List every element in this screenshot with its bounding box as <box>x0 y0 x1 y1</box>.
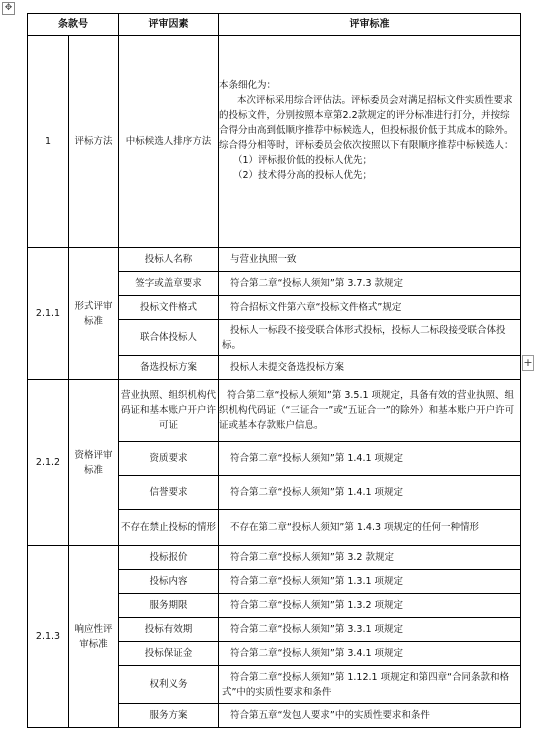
criteria-cell: 投标人未提交备选投标方案 <box>219 356 521 380</box>
criteria-cell: 投标人一标段不接受联合体形式投标，投标人二标段接受联合体投标。 <box>219 320 521 356</box>
criteria-cell: 符合第二章“投标人须知”第 1.3.1 项规定 <box>219 570 521 594</box>
criteria-cell: 与营业执照一致 <box>219 248 521 272</box>
clause-number: 2.1.1 <box>28 248 69 380</box>
criteria-cell: 符合第二章“投标人须知”第 1.4.1 项规定 <box>219 476 521 510</box>
criteria-cell: 符合第二章“投标人须知”第 1.12.1 项规定和第四章“合同条款和格式”中的实质性要求和条件 <box>219 666 521 704</box>
criteria-body: 本次评标采用综合评估法。评标委员会对满足招标文件实质性要求的投标文件，分别按照本章第2.2款规定的评分标准进行打分，并按综合得分由高到低顺序推荐中标候选人，但投标报价低于其成本的除外。综合得分相等时，评标委员会依次按照以下有限顺序推荐中标候选人： <box>219 95 514 151</box>
table-header-row <box>28 14 521 36</box>
criteria-cell: 符合第二章“投标人须知”第 3.5.1 项规定，具备有效的营业执照、组织机构代码证（“三证合一”或“五证合一”的除外）和基本账户开户许可证或基本存款账户信息。 <box>219 380 521 442</box>
criteria-cell: 符合第二章“投标人须知”第 3.2 款规定 <box>219 546 521 570</box>
header-criteria: 评审标准 <box>219 14 521 36</box>
sub-factor: 服务期限 <box>119 594 219 618</box>
sub-factor: 投标报价 <box>119 546 219 570</box>
sub-factor: 营业执照、组织机构代码证和基本账户开户许可证 <box>119 380 219 442</box>
criteria-cell: 不存在第二章“投标人须知”第 1.4.3 项规定的任何一种情形 <box>219 510 521 546</box>
factor-name: 评标方法 <box>69 36 119 248</box>
sub-factor: 资质要求 <box>119 442 219 476</box>
add-row-icon[interactable]: + <box>523 356 533 369</box>
sub-factor: 服务方案 <box>119 704 219 728</box>
sub-factor: 投标人名称 <box>119 248 219 272</box>
criteria-cell: 符合第二章“投标人须知”第 3.7.3 款规定 <box>219 272 521 296</box>
criteria-cell: 符合第二章“投标人须知”第 3.3.1 项规定 <box>219 618 521 642</box>
sub-factor: 联合体投标人 <box>119 320 219 356</box>
table-row <box>28 36 521 248</box>
factor-name: 响应性评审标准 <box>69 546 119 728</box>
factor-name: 资格评审标准 <box>69 380 119 546</box>
sub-factor: 不存在禁止投标的情形 <box>119 510 219 546</box>
criteria-cell: 符合第二章“投标人须知”第 3.4.1 项规定 <box>219 642 521 666</box>
sub-factor: 投标保证金 <box>119 642 219 666</box>
clause-number: 1 <box>28 36 69 248</box>
criteria-item: （2）技术得分高的投标人优先； <box>233 170 373 181</box>
sub-factor: 信誉要求 <box>119 476 219 510</box>
table-row <box>28 248 521 272</box>
criteria-item: （1）评标报价低的投标人优先； <box>233 155 373 166</box>
clause-number: 2.1.3 <box>28 546 69 728</box>
table-move-handle-icon[interactable]: ✥ <box>2 2 15 15</box>
factor-name: 形式评审标准 <box>69 248 119 380</box>
header-clause: 条款号 <box>28 14 119 36</box>
sub-factor: 权利义务 <box>119 666 219 704</box>
evaluation-table <box>27 13 521 728</box>
sub-factor: 备选投标方案 <box>119 356 219 380</box>
sub-factor: 投标内容 <box>119 570 219 594</box>
sub-factor: 签字或盖章要求 <box>119 272 219 296</box>
criteria-cell: 符合第二章“投标人须知”第 1.3.2 项规定 <box>219 594 521 618</box>
table-row <box>28 380 521 442</box>
criteria-cell: 符合第二章“投标人须知”第 1.4.1 项规定 <box>219 442 521 476</box>
header-factor: 评审因素 <box>119 14 219 36</box>
sub-factor: 投标有效期 <box>119 618 219 642</box>
criteria-cell: 符合招标文件第六章“投标文件格式”规定 <box>219 296 521 320</box>
clause-number: 2.1.2 <box>28 380 69 546</box>
sub-factor: 中标候选人排序方法 <box>119 36 219 248</box>
sub-factor: 投标文件格式 <box>119 296 219 320</box>
table-row <box>28 546 521 570</box>
criteria-cell <box>219 36 521 248</box>
criteria-cell: 符合第五章“发包人要求”中的实质性要求和条件 <box>219 704 521 728</box>
criteria-intro: 本条细化为： <box>219 80 277 91</box>
